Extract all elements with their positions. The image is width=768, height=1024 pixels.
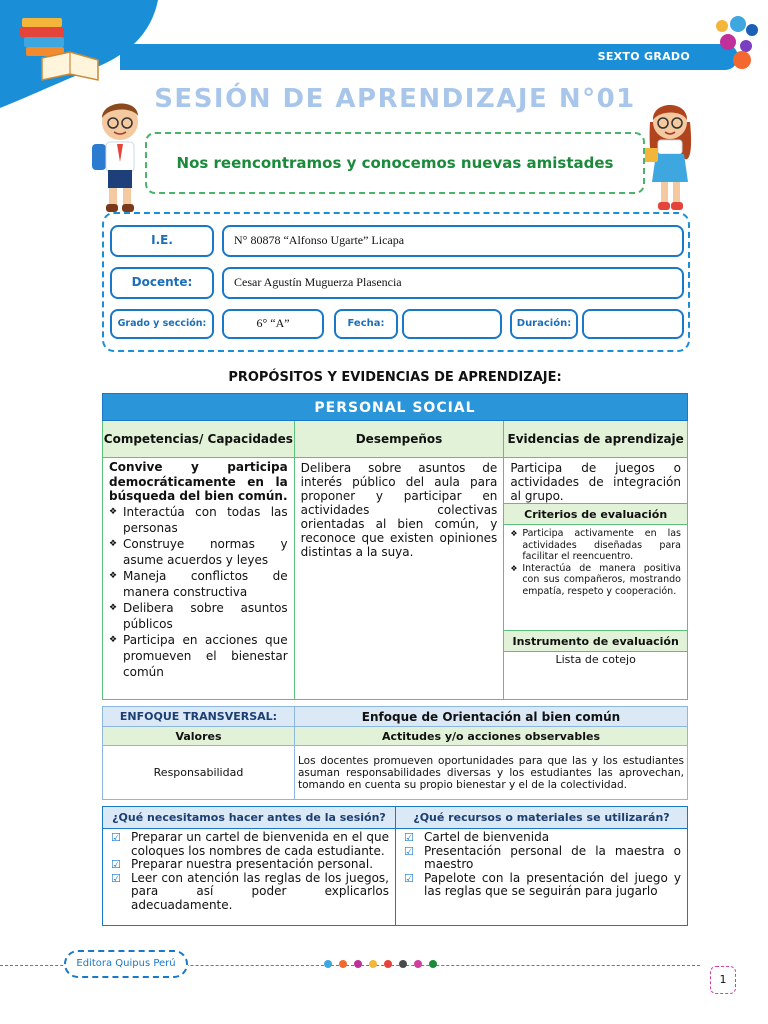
- prep-before-list: [103, 829, 395, 925]
- resource-item: ☑ Papelote con la presentación del juego y las reglas que se seguirán para jugarlo: [402, 872, 681, 899]
- color-dots-decoration: [712, 14, 762, 74]
- duracion-label-pill: [510, 309, 578, 339]
- instrumento-header: Instrumento de evaluación: [504, 630, 687, 652]
- girl-student-illustration: [640, 92, 700, 214]
- enfoque-table: [102, 706, 688, 800]
- session-subtitle-box: [145, 132, 645, 194]
- grado-label-pill: [110, 309, 214, 339]
- capacidad-item: ❖ Interactúa con todas las personas: [109, 504, 288, 536]
- area-header: PERSONAL SOCIAL: [102, 393, 688, 421]
- evidencia-text: Participa de juegos o actividades de integración al grupo.: [510, 461, 681, 503]
- enfoque-name: Enfoque de Orientación al bien común: [295, 707, 688, 727]
- resources-header: ¿Qué recursos o materiales se utilizarán?: [396, 807, 687, 829]
- docente-value: Cesar Agustín Muguerza Plasencia: [234, 275, 402, 289]
- docente-label: Docente:: [131, 275, 193, 289]
- boy-student-illustration: [90, 92, 150, 214]
- prep-before-item: ☑ Leer con atención las reglas de los juegos, para así poder explicarlos adecuadamente.: [109, 872, 389, 913]
- desempenos-header: Desempeños: [295, 421, 504, 458]
- instrumento-text: Lista de cotejo: [555, 653, 636, 666]
- enfoque-label: ENFOQUE TRANSVERSAL:: [103, 707, 295, 727]
- prep-before-header: ¿Qué necesitamos hacer antes de la sesión?: [103, 807, 395, 829]
- purposes-heading: PROPÓSITOS Y EVIDENCIAS DE APRENDIZAJE:: [228, 370, 562, 385]
- fecha-label-pill: [334, 309, 398, 339]
- valores-header: Valores: [103, 727, 295, 746]
- capacidad-item: ❖ Delibera sobre asuntos públicos: [109, 600, 288, 632]
- docente-label-pill: [110, 267, 214, 299]
- criterios-header: Criterios de evaluación: [504, 503, 687, 525]
- capacidad-item: ❖ Participa en acciones que promueven el bienestar común: [109, 632, 288, 680]
- preparation-table: [102, 806, 688, 926]
- competencia-text: Convive y participa democráticamente en la búsqueda del bien común.: [109, 460, 288, 503]
- resource-item: ☑ Presentación personal de la maestra o maestro: [402, 845, 681, 872]
- ie-label: I.E.: [151, 233, 173, 247]
- footer-dots-decoration: [322, 958, 442, 972]
- grade-banner: [120, 44, 738, 70]
- desempeno-text: Delibera sobre asuntos de interés público del aula para proponer y participar en actividades colectivas orientadas al bien común, y reconoce que existen opiniones distintas a la suya.: [300, 461, 498, 559]
- grado-field[interactable]: [222, 309, 324, 339]
- prep-before-item: ☑ Preparar nuestra presentación personal.: [109, 858, 389, 872]
- actitud-cell: Los docentes promueven oportunidades para que las y los estudiantes asuman responsabilidades diversas y los estudiantes las aprovechan, tomando en cuenta su propio bienestar y el de la colectividad.: [295, 746, 688, 800]
- grado-value: 6° “A”: [256, 316, 290, 330]
- evidencias-header: Evidencias de aprendizaje: [504, 421, 687, 458]
- fecha-label: Fecha:: [347, 318, 385, 329]
- duracion-field[interactable]: [582, 309, 684, 339]
- info-block: [102, 212, 690, 352]
- actitudes-header: Actitudes y/o acciones observables: [295, 727, 688, 746]
- capacidad-item: ❖ Construye normas y asume acuerdos y leyes: [109, 536, 288, 568]
- resources-list: [396, 829, 687, 925]
- resource-item: ☑ Cartel de bienvenida: [402, 831, 681, 845]
- ie-value: N° 80878 “Alfonso Ugarte” Licapa: [234, 233, 405, 247]
- session-title: SESIÓN DE APRENDIZAJE N°01: [154, 84, 636, 114]
- capacidad-item: ❖ Maneja conflictos de manera constructiva: [109, 568, 288, 600]
- criterios-list: [504, 525, 687, 600]
- grade-label: SEXTO GRADO: [597, 50, 690, 63]
- criterio-item: ❖ Interactúa de manera positiva con sus compañeros, mostrando empatía, respeto y cooperación.: [510, 563, 681, 598]
- duracion-label: Duración:: [516, 318, 572, 329]
- competencias-column: [103, 421, 295, 700]
- page-number: 1: [710, 966, 736, 994]
- fecha-field[interactable]: [402, 309, 502, 339]
- criterio-item: ❖ Participa activamente en las actividades diseñadas para facilitar el reencuentro.: [510, 528, 681, 563]
- competencias-header: Competencias/ Capacidades: [103, 421, 294, 458]
- resources-column: [395, 807, 687, 925]
- valor-cell: Responsabilidad: [103, 746, 295, 800]
- prep-before-item: ☑ Preparar un cartel de bienvenida en el que coloques los nombres de cada estudiante.: [109, 831, 389, 858]
- ie-label-pill: [110, 225, 214, 257]
- prep-before-column: [103, 807, 395, 925]
- capacidades-list: [103, 504, 294, 680]
- desempenos-column: [295, 421, 505, 700]
- evidencias-column: [504, 421, 688, 700]
- session-subtitle: Nos reencontramos y conocemos nuevas amistades: [176, 154, 614, 172]
- grado-label: Grado y sección:: [117, 318, 207, 329]
- publisher-badge: Editora Quipus Perú: [64, 950, 188, 978]
- ie-field[interactable]: [222, 225, 684, 257]
- docente-field[interactable]: [222, 267, 684, 299]
- purposes-table: [102, 393, 688, 700]
